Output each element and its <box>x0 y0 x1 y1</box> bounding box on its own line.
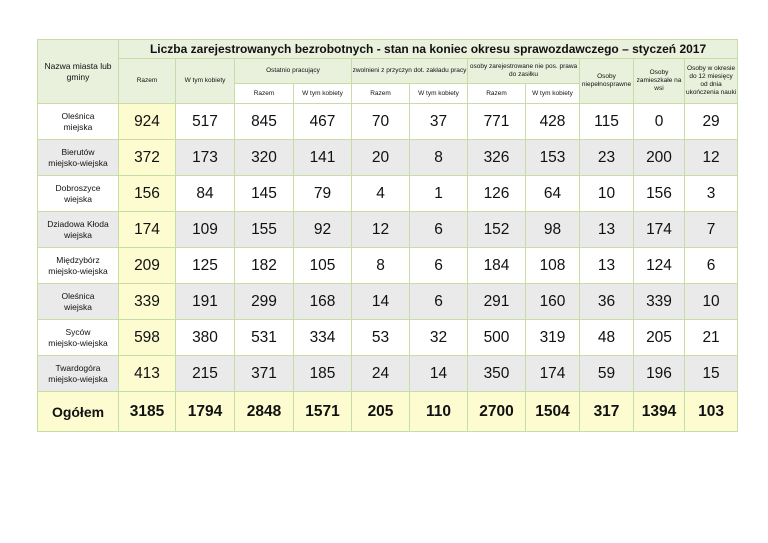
table-cell: 6 <box>410 248 468 284</box>
row-name-line2: wiejska <box>64 229 92 240</box>
table-cell: 380 <box>176 320 235 356</box>
subheader-razem: Razem <box>235 84 294 104</box>
row-name-line1: Bierutów <box>61 146 95 157</box>
row-name-line2: miejsko-wiejska <box>48 157 108 168</box>
table-cell: 10 <box>685 284 738 320</box>
table-cell: 59 <box>580 356 634 392</box>
table-cell: 13 <box>580 248 634 284</box>
table-cell: 64 <box>526 176 580 212</box>
table-cell: 6 <box>410 212 468 248</box>
table-cell: 215 <box>176 356 235 392</box>
row-name-line1: Oleśnica <box>61 110 95 121</box>
column-header-bez-prawa-do-zasilku: osoby zarejestrowane nie pos. prawa do zasiłku <box>468 59 580 84</box>
table-cell: 299 <box>235 284 294 320</box>
table-cell: 413 <box>119 356 176 392</box>
row-name <box>38 140 119 176</box>
table-cell: 168 <box>294 284 352 320</box>
row-name-line1: Syców <box>65 326 91 337</box>
column-header-name: Nazwa miasta lub gminy <box>38 40 119 104</box>
table-cell: 350 <box>468 356 526 392</box>
row-name-line1: Międzybórz <box>56 254 100 265</box>
table-cell: 155 <box>235 212 294 248</box>
table-cell: 320 <box>235 140 294 176</box>
row-name <box>38 356 119 392</box>
table-cell: 372 <box>119 140 176 176</box>
table-cell: 3 <box>685 176 738 212</box>
table-cell: 196 <box>634 356 685 392</box>
table-cell: 141 <box>294 140 352 176</box>
table-cell: 1 <box>410 176 468 212</box>
total-cell: 103 <box>685 392 738 432</box>
table-cell: 8 <box>352 248 410 284</box>
column-header-razem: Razem <box>119 59 176 104</box>
row-name-line2: miejsko-wiejska <box>48 373 108 384</box>
subheader-razem: Razem <box>468 84 526 104</box>
table-cell: 23 <box>580 140 634 176</box>
table-row <box>38 356 738 392</box>
table-cell: 125 <box>176 248 235 284</box>
table-cell: 185 <box>294 356 352 392</box>
total-label: Ogółem <box>38 392 119 432</box>
table-cell: 200 <box>634 140 685 176</box>
table-cell: 182 <box>235 248 294 284</box>
row-name <box>38 320 119 356</box>
table-cell: 326 <box>468 140 526 176</box>
table-cell: 21 <box>685 320 738 356</box>
table-cell: 319 <box>526 320 580 356</box>
unemployment-table <box>37 39 738 432</box>
row-name-line2: miejska <box>63 121 93 132</box>
row-name-line2: miejsko-wiejska <box>48 337 108 348</box>
table-cell: 10 <box>580 176 634 212</box>
table-cell: 4 <box>352 176 410 212</box>
table-cell: 156 <box>119 176 176 212</box>
table-cell: 205 <box>634 320 685 356</box>
table-title: Liczba zarejestrowanych bezrobotnych - stan na koniec okresu sprawozdawczego – styczeń 2017 <box>119 40 738 59</box>
table-cell: 15 <box>685 356 738 392</box>
subheader-w-tym-kobiety: W tym kobiety <box>526 84 580 104</box>
table-cell: 115 <box>580 104 634 140</box>
table-row <box>38 104 738 140</box>
table-cell: 145 <box>235 176 294 212</box>
table-cell: 209 <box>119 248 176 284</box>
total-cell: 317 <box>580 392 634 432</box>
row-name-line1: Dobroszyce <box>55 182 101 193</box>
table-cell: 152 <box>468 212 526 248</box>
row-name-line1: Dziadowa Kłoda <box>47 218 109 229</box>
table-cell: 108 <box>526 248 580 284</box>
total-cell: 2848 <box>235 392 294 432</box>
table-cell: 8 <box>410 140 468 176</box>
subheader-w-tym-kobiety: W tym kobiety <box>294 84 352 104</box>
table-cell: 771 <box>468 104 526 140</box>
row-name <box>38 104 119 140</box>
column-header-zamieszkale-na-wsi: Osoby zamieszkałe na wsi <box>634 59 685 104</box>
table-cell: 126 <box>468 176 526 212</box>
table-cell: 14 <box>410 356 468 392</box>
table-cell: 191 <box>176 284 235 320</box>
table-cell: 124 <box>634 248 685 284</box>
table-cell: 156 <box>634 176 685 212</box>
table-cell: 20 <box>352 140 410 176</box>
subheader-razem: Razem <box>352 84 410 104</box>
table-row <box>38 212 738 248</box>
table-cell: 14 <box>352 284 410 320</box>
column-header-w-tym-kobiety: W tym kobiety <box>176 59 235 104</box>
row-name-line1: Twardogóra <box>55 362 101 373</box>
table-body <box>38 104 738 392</box>
total-cell: 1571 <box>294 392 352 432</box>
table-cell: 70 <box>352 104 410 140</box>
table-cell: 84 <box>176 176 235 212</box>
row-name <box>38 176 119 212</box>
table-cell: 339 <box>634 284 685 320</box>
table-row <box>38 140 738 176</box>
column-header-do-12-miesiecy: Osoby w okresie do 12 miesięcy od dnia ukończenia nauki <box>685 59 738 104</box>
table-cell: 6 <box>685 248 738 284</box>
table-cell: 12 <box>352 212 410 248</box>
table-cell: 291 <box>468 284 526 320</box>
row-name-line2: miejsko-wiejska <box>48 265 108 276</box>
table-cell: 174 <box>119 212 176 248</box>
table-cell: 428 <box>526 104 580 140</box>
table-cell: 598 <box>119 320 176 356</box>
table-cell: 79 <box>294 176 352 212</box>
total-cell: 110 <box>410 392 468 432</box>
total-cell: 3185 <box>119 392 176 432</box>
table-row <box>38 248 738 284</box>
table-cell: 334 <box>294 320 352 356</box>
row-name-line1: Oleśnica <box>61 290 95 301</box>
total-cell: 1394 <box>634 392 685 432</box>
table-cell: 173 <box>176 140 235 176</box>
table-cell: 92 <box>294 212 352 248</box>
table-cell: 153 <box>526 140 580 176</box>
table-cell: 98 <box>526 212 580 248</box>
table-cell: 174 <box>526 356 580 392</box>
table-cell: 924 <box>119 104 176 140</box>
row-name-line2: wiejska <box>64 301 92 312</box>
table-cell: 29 <box>685 104 738 140</box>
table-cell: 37 <box>410 104 468 140</box>
table-cell: 531 <box>235 320 294 356</box>
table-row <box>38 320 738 356</box>
table-cell: 339 <box>119 284 176 320</box>
row-name-line2: wiejska <box>64 193 92 204</box>
table-cell: 845 <box>235 104 294 140</box>
table-cell: 109 <box>176 212 235 248</box>
total-cell: 1504 <box>526 392 580 432</box>
total-cell: 1794 <box>176 392 235 432</box>
column-header-niepelnosprawne: Osoby niepełnosprawne <box>580 59 634 104</box>
table-cell: 36 <box>580 284 634 320</box>
column-header-zwolnieni: zwolnieni z przyczyn dot. zakładu pracy <box>352 59 468 84</box>
subheader-w-tym-kobiety: W tym kobiety <box>410 84 468 104</box>
table-cell: 24 <box>352 356 410 392</box>
total-cell: 205 <box>352 392 410 432</box>
table-cell: 0 <box>634 104 685 140</box>
total-cell: 2700 <box>468 392 526 432</box>
table-cell: 174 <box>634 212 685 248</box>
total-row <box>38 392 738 432</box>
table-row <box>38 176 738 212</box>
table-cell: 160 <box>526 284 580 320</box>
table-cell: 48 <box>580 320 634 356</box>
table-cell: 12 <box>685 140 738 176</box>
table-cell: 184 <box>468 248 526 284</box>
table-cell: 53 <box>352 320 410 356</box>
table-cell: 371 <box>235 356 294 392</box>
table-cell: 467 <box>294 104 352 140</box>
row-name <box>38 212 119 248</box>
row-name <box>38 248 119 284</box>
table-cell: 500 <box>468 320 526 356</box>
table-cell: 7 <box>685 212 738 248</box>
table-cell: 517 <box>176 104 235 140</box>
table-cell: 105 <box>294 248 352 284</box>
column-header-ostatnio-pracujacy: Ostatnio pracujący <box>235 59 352 84</box>
table-cell: 13 <box>580 212 634 248</box>
row-name <box>38 284 119 320</box>
table-cell: 6 <box>410 284 468 320</box>
table-row <box>38 284 738 320</box>
table-cell: 32 <box>410 320 468 356</box>
